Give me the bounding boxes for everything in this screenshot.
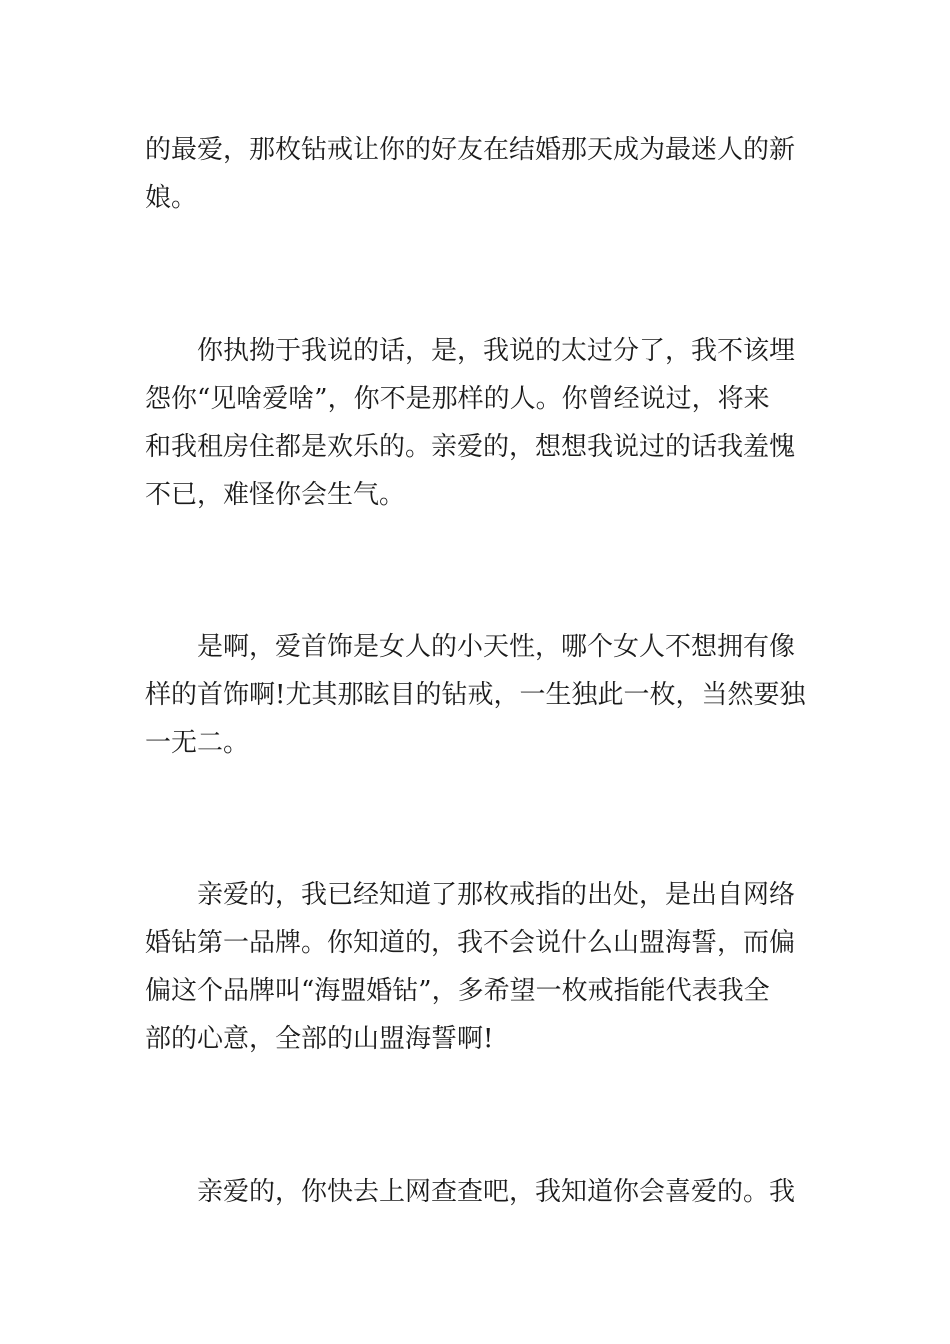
text-line: 亲爱的，你快去上网查查吧，我知道你会喜爱的。我 [145, 1177, 796, 1207]
text-line: 偏这个品牌叫“海盟婚钻”，多希望一枚戒指能代表我全 [145, 976, 770, 1006]
text-line: 的最爱，那枚钻戒让你的好友在结婚那天成为最迷人的新 [145, 135, 796, 165]
text-line: 怨你“见啥爱啥”，你不是那样的人。你曾经说过，将来 [145, 384, 770, 414]
paragraph-5 [145, 1168, 807, 1216]
paragraph-3 [145, 623, 807, 767]
paragraph-4 [145, 871, 807, 1063]
text-line: 不已，难怪你会生气。 [145, 480, 406, 510]
text-line: 你执拗于我说的话，是，我说的太过分了，我不该埋 [145, 336, 796, 366]
text-line: 娘。 [145, 183, 198, 213]
text-line: 婚钻第一品牌。你知道的，我不会说什么山盟海誓，而偏 [145, 928, 796, 958]
text-line: 亲爱的，我已经知道了那枚戒指的出处，是出自网络 [145, 880, 796, 910]
text-line: 一无二。 [145, 728, 250, 758]
paragraph-2 [145, 327, 807, 519]
text-line: 是啊，爱首饰是女人的小天性，哪个女人不想拥有像 [145, 632, 796, 662]
paragraph-1 [145, 126, 807, 222]
text-line: 部的心意，全部的山盟海誓啊! [145, 1024, 494, 1054]
text-line: 和我租房住都是欢乐的。亲爱的，想想我说过的话我羞愧 [145, 432, 796, 462]
text-line: 样的首饰啊!尤其那眩目的钻戒，一生独此一枚，当然要独 [145, 680, 806, 710]
